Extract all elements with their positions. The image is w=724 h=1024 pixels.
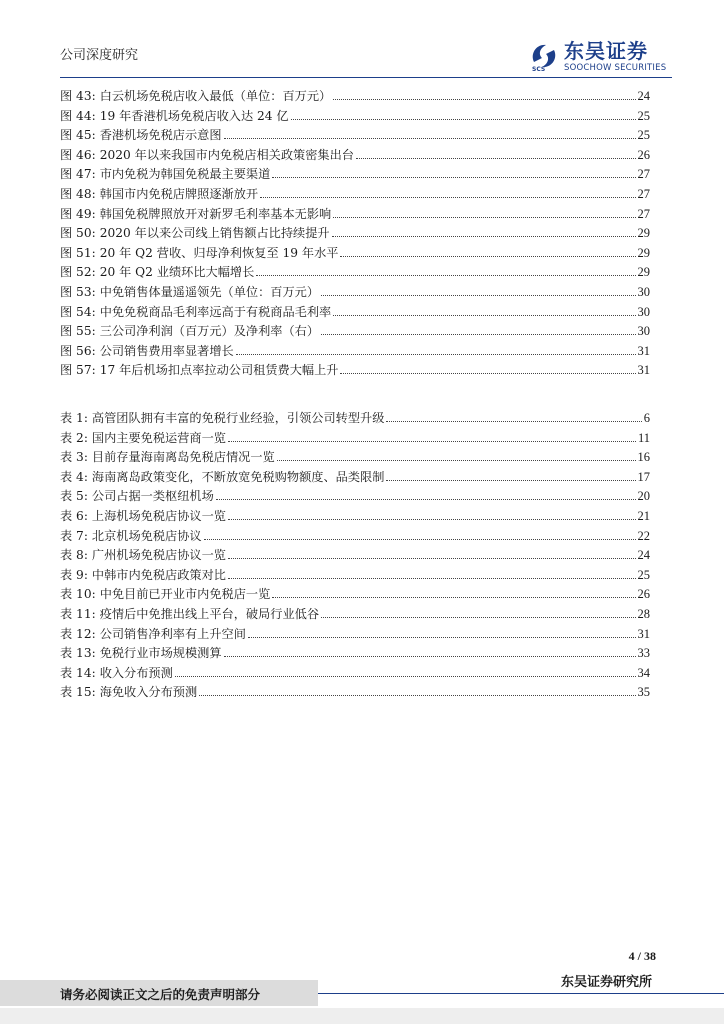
toc-entry-page: 27 — [637, 167, 650, 182]
toc-entry-label: 图 49: — [60, 206, 96, 221]
figure-toc-entry[interactable] — [60, 107, 650, 127]
toc-leader-dots — [248, 637, 636, 638]
toc-entry-page: 27 — [637, 206, 650, 221]
table-toc-entry[interactable] — [60, 507, 650, 527]
toc-entry-title: 高管团队拥有丰富的免税行业经验，引领公司转型升级 — [91, 411, 385, 425]
toc-leader-dots — [277, 460, 636, 461]
company-logo — [528, 40, 676, 74]
toc-entry-page: 29 — [637, 245, 650, 260]
toc-entry-title: 疫情后中免推出线上平台，破局行业低谷 — [99, 606, 320, 621]
table-toc-entry[interactable] — [60, 625, 650, 645]
toc-leader-dots — [340, 373, 635, 374]
toc-entry-page: 31 — [637, 363, 650, 378]
table-toc-entry[interactable] — [60, 468, 650, 488]
toc-entry-title: 上海机场免税店协议一览 — [91, 508, 226, 523]
toc-entry-label: 表 15: — [60, 685, 96, 700]
toc-entry-title: 目前存量海南离岛免税店情况一览 — [91, 450, 275, 465]
toc-entry-label: 表 11: — [60, 606, 96, 621]
toc-entry-label: 图 55: — [60, 324, 96, 339]
toc-entry-page: 30 — [637, 304, 650, 319]
toc-entry-label: 表 10: — [60, 587, 96, 602]
figure-toc-entry[interactable] — [60, 361, 650, 381]
toc-entry-page: 35 — [637, 685, 650, 700]
table-toc-entry[interactable] — [60, 546, 650, 566]
table-toc-entry[interactable] — [60, 527, 650, 547]
toc-entry-page: 29 — [637, 226, 650, 241]
toc-entry-label: 图 48: — [60, 186, 96, 201]
toc-leader-dots — [321, 617, 635, 618]
toc-leader-dots — [333, 217, 635, 218]
figure-toc-entry[interactable] — [60, 244, 650, 264]
toc-entry-page: 20 — [637, 489, 650, 504]
figure-toc-entry[interactable] — [60, 283, 650, 303]
toc-entry-page: 31 — [637, 343, 650, 358]
toc-entry-label: 表 13: — [60, 646, 96, 661]
toc-leader-dots — [224, 138, 636, 139]
toc-entry-page: 26 — [637, 147, 650, 162]
table-toc-entry[interactable] — [60, 409, 650, 429]
table-list — [60, 409, 650, 703]
toc-entry-label: 表 14: — [60, 665, 96, 680]
toc-entry-title: 2020 年以来公司线上销售额占比持续提升 — [99, 226, 330, 241]
toc-entry-label: 表 2: — [60, 430, 88, 445]
toc-leader-dots — [332, 236, 636, 237]
toc-leader-dots — [199, 695, 635, 696]
toc-entry-title: 白云机场免税店收入最低（单位：百万元） — [99, 89, 332, 103]
figure-toc-entry[interactable] — [60, 87, 650, 107]
toc-entry-page: 29 — [637, 265, 650, 280]
footer-company: 东吴证券研究所 — [560, 975, 652, 990]
toc-leader-dots — [386, 480, 635, 481]
figure-toc-entry[interactable] — [60, 165, 650, 185]
figure-toc-entry[interactable] — [60, 303, 650, 323]
toc-entry-label: 图 47: — [60, 167, 96, 182]
toc-entry-page: 28 — [637, 606, 650, 621]
figure-toc-entry[interactable] — [60, 263, 650, 283]
toc-entry-title: 广州机场免税店协议一览 — [91, 548, 226, 563]
figure-toc-entry[interactable] — [60, 322, 650, 342]
toc-entry-page: 26 — [637, 587, 650, 602]
table-toc-entry[interactable] — [60, 448, 650, 468]
toc-entry-label: 图 56: — [60, 343, 96, 358]
page-number: 4 / 38 — [628, 949, 656, 963]
toc-entry-title: 中韩市内免税店政策对比 — [91, 567, 226, 582]
toc-entry-title: 收入分布预测 — [99, 665, 173, 680]
toc-entry-label: 表 6: — [60, 508, 88, 523]
header-divider — [60, 77, 672, 78]
toc-entry-label: 表 12: — [60, 626, 96, 641]
toc-entry-label: 表 4: — [60, 469, 88, 484]
toc-entry-page: 17 — [637, 469, 650, 484]
toc-entry-title: 海南离岛政策变化，不断放宽免税购物额度、品类限制 — [91, 469, 385, 484]
toc-entry-title: 公司销售净利率有上升空间 — [99, 626, 246, 641]
logo-text-en: SOOCHOW SECURITIES — [564, 63, 667, 73]
toc-entry-label: 表 5: — [60, 489, 88, 504]
toc-entry-title: 韩国市内免税店牌照逐渐放开 — [99, 186, 259, 201]
figure-toc-entry[interactable] — [60, 224, 650, 244]
figure-toc-entry[interactable] — [60, 126, 650, 146]
toc-leader-dots — [204, 539, 636, 540]
toc-leader-dots — [333, 315, 635, 316]
figure-toc-entry[interactable] — [60, 205, 650, 225]
footer-disclaimer: 请务必阅读正文之后的免责声明部分 — [60, 987, 261, 1002]
toc-leader-dots — [386, 421, 641, 422]
toc-entry-title: 北京机场免税店协议 — [91, 528, 202, 543]
toc-entry-title: 免税行业市场规模测算 — [99, 646, 222, 661]
toc-entry-label: 表 8: — [60, 548, 88, 563]
table-toc-entry[interactable] — [60, 683, 650, 703]
toc-leader-dots — [228, 441, 636, 442]
toc-entry-title: 香港机场免税店示意图 — [99, 128, 222, 143]
toc-entry-title: 公司销售费用率显著增长 — [99, 343, 234, 358]
toc-entry-label: 表 3: — [60, 450, 88, 465]
figure-toc-entry[interactable] — [60, 185, 650, 205]
toc-entry-page: 33 — [637, 646, 650, 661]
toc-entry-page: 34 — [637, 665, 650, 680]
toc-entry-page: 30 — [637, 284, 650, 299]
logo-text-cn: 东吴证券 — [564, 39, 648, 63]
footer-divider — [318, 993, 724, 994]
toc-entry-page: 31 — [637, 626, 650, 641]
toc-leader-dots — [224, 656, 636, 657]
toc-leader-dots — [236, 354, 636, 355]
toc-entry-title: 17 年后机场扣点率拉动公司租赁费大幅上升 — [99, 363, 339, 378]
toc-entry-title: 20 年 Q2 业绩环比大幅增长 — [99, 265, 255, 280]
toc-leader-dots — [333, 99, 635, 100]
toc-leader-dots — [228, 519, 636, 520]
toc-entry-title: 中免目前已开业市内免税店一览 — [99, 587, 271, 602]
toc-entry-label: 表 9: — [60, 567, 88, 582]
toc-entry-page: 25 — [637, 128, 650, 143]
toc-entry-page: 11 — [637, 430, 650, 445]
toc-leader-dots — [272, 597, 635, 598]
toc-entry-label: 图 54: — [60, 304, 96, 319]
header-title: 公司深度研究 — [60, 48, 139, 63]
table-toc-entry[interactable] — [60, 664, 650, 684]
figure-toc-entry[interactable] — [60, 146, 650, 166]
toc-entry-page: 21 — [637, 508, 650, 523]
table-toc-entry[interactable] — [60, 429, 650, 449]
figure-list — [60, 87, 650, 381]
toc-entry-label: 图 45: — [60, 128, 96, 143]
toc-leader-dots — [256, 275, 635, 276]
toc-entry-page: 16 — [637, 450, 650, 465]
toc-entry-page: 24 — [637, 548, 650, 563]
toc-entry-label: 图 57: — [60, 363, 96, 378]
toc-leader-dots — [216, 499, 636, 500]
toc-entry-page: 25 — [637, 567, 650, 582]
toc-entry-title: 中免免税商品毛利率远高于有税商品毛利率 — [99, 304, 332, 319]
toc-entry-page: 27 — [637, 186, 650, 201]
toc-entry-label: 图 43: — [60, 89, 96, 103]
toc-entry-label: 图 46: — [60, 147, 96, 162]
toc-entry-label: 图 51: — [60, 245, 96, 260]
toc-leader-dots — [228, 578, 636, 579]
toc-leader-dots — [291, 119, 636, 120]
figure-toc-entry[interactable] — [60, 342, 650, 362]
toc-leader-dots — [272, 177, 635, 178]
toc-entry-page: 6 — [643, 411, 650, 425]
toc-entry-label: 图 52: — [60, 265, 96, 280]
toc-leader-dots — [321, 334, 635, 335]
toc-entry-title: 三公司净利润（百万元）及净利率（右） — [99, 324, 320, 339]
toc-entry-title: 市内免税为韩国免税最主要渠道 — [99, 167, 271, 182]
toc-entry-title: 韩国免税牌照放开对新罗毛利率基本无影响 — [99, 206, 332, 221]
toc-entry-title: 国内主要免税运营商一览 — [91, 430, 226, 445]
toc-entry-title: 2020 年以来我国市内免税店相关政策密集出台 — [99, 147, 354, 162]
table-toc-entry[interactable] — [60, 487, 650, 507]
toc-leader-dots — [356, 158, 636, 159]
toc-leader-dots — [260, 197, 635, 198]
toc-entry-page: 22 — [637, 528, 650, 543]
toc-entry-title: 海免收入分布预测 — [99, 685, 198, 700]
table-toc-entry[interactable] — [60, 605, 650, 625]
svg-text:SCS: SCS — [532, 66, 546, 72]
toc-entry-title: 20 年 Q2 营收、归母净利恢复至 19 年水平 — [99, 245, 339, 260]
table-toc-entry[interactable] — [60, 644, 650, 664]
toc-entry-label: 图 44: — [60, 108, 96, 123]
toc-entry-label: 图 50: — [60, 226, 96, 241]
toc-entry-label: 表 7: — [60, 528, 88, 543]
toc-entry-title: 公司占据一类枢纽机场 — [91, 489, 214, 504]
toc-entry-title: 19 年香港机场免税店收入达 24 亿 — [99, 108, 289, 123]
toc-leader-dots — [175, 676, 636, 677]
toc-entry-page: 24 — [637, 89, 650, 103]
toc-entry-page: 25 — [637, 108, 650, 123]
toc-entry-title: 中免销售体量遥遥领先（单位：百万元） — [99, 284, 320, 299]
toc-entry-page: 30 — [637, 324, 650, 339]
toc-entry-label: 表 1: — [60, 411, 88, 425]
toc-leader-dots — [228, 558, 636, 559]
logo-mark-icon — [528, 40, 560, 72]
footer-bottom-band — [0, 1008, 724, 1024]
table-toc-entry[interactable] — [60, 585, 650, 605]
toc-leader-dots — [321, 295, 635, 296]
table-toc-entry[interactable] — [60, 566, 650, 586]
toc-leader-dots — [340, 256, 635, 257]
toc-entry-label: 图 53: — [60, 284, 96, 299]
